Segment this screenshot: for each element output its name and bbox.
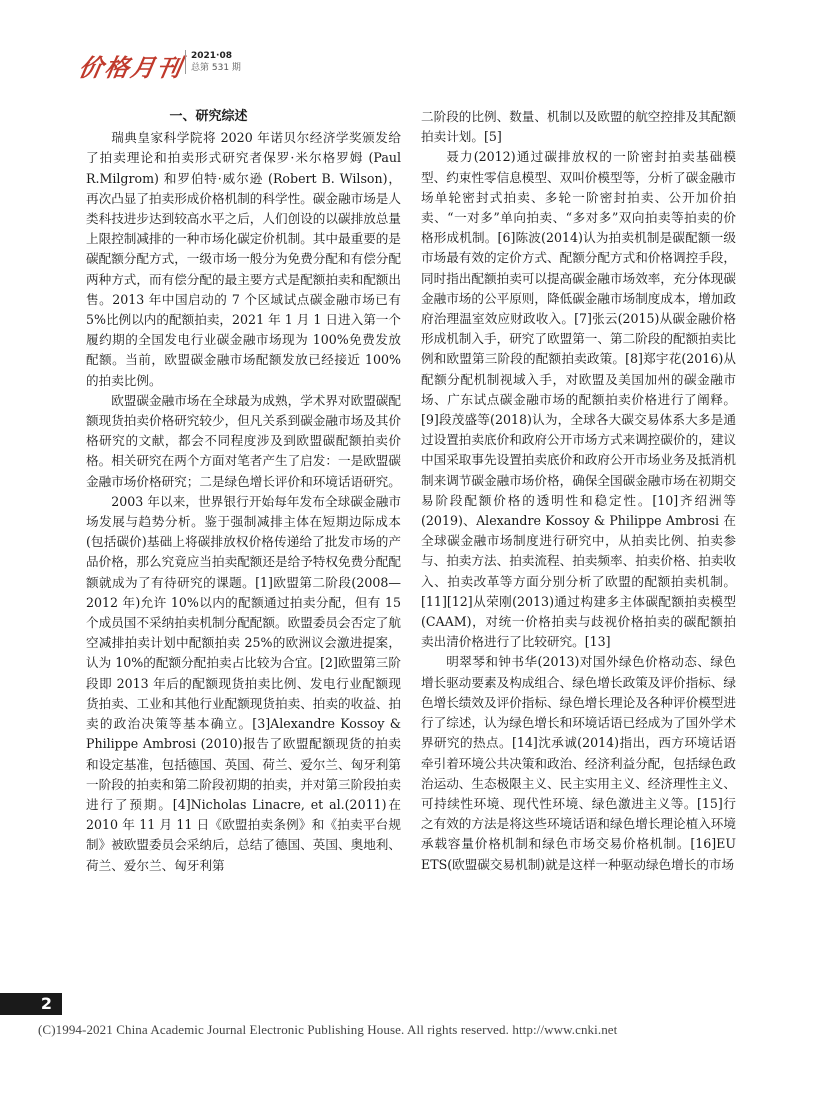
right-column	[421, 107, 736, 875]
paragraph: 欧盟碳金融市场在全球最为成熟，学术界对欧盟碳配额现货拍卖价格研究较少，但凡关系到碳金融市场及其价格研究的文献，都会不同程度涉及到欧盟碳配额拍卖价格。相关研究在两个方面对笔者产生了启发：一是欧盟碳金融市场价格研究；二是绿色增长评价和环境话语研究。	[86, 392, 401, 489]
total-issue: 总第 531 期	[191, 63, 241, 73]
paragraph: 聂力(2012)通过碳排放权的一阶密封拍卖基础模型、约束性零信息模型、双叫价模型等，分析了碳金融市场单轮密封式拍卖、多轮一阶密封拍卖、公开加价拍卖、“一对多”单向拍卖、“多对多”双向拍卖等拍卖的价格形成机制。[6]陈波(2014)认为拍卖机制是碳配额一级市场最有效的定价方式、配额分配方式和价格调控手段，同时指出配额拍卖可以提高碳金融市场效率，充分体现碳金融市场的公平原则，降低碳金融市场制度成本，增加政府治理温室效应财政收入。[7]张云(2015)从碳金融价格形成机制入手，研究了欧盟第一、第二阶段的配额拍卖比例和欧盟第三阶段的配额拍卖政策。[8]郑宇花(2016)从配额分配机制视域入手，对欧盟及美国加州的碳金融市场、广东试点碳金融市场的配额拍卖价格进行了阐释。[9]段茂盛等(2018)认为，全球各大碳交易体系大多是通过设置拍卖底价和政府公开市场方式来调控碳价的，建议中国采取事先设置拍卖底价和政府公开市场业务及抵消机制来调节碳金融市场价格，确保全国碳金融市场在初期交易阶段配额价格的透明性和稳定性。[10]齐绍洲等(2019)、Alexandre Kossoy & Philippe Ambrosi 在全球碳金融市场制度进行研究中，从拍卖比例、拍卖参与、拍卖方法、拍卖流程、拍卖频率、拍卖价格、拍卖收入、拍卖改革等方面分别分析了欧盟的配额拍卖机制。[11][12]从荣刚(2013)通过构建多主体碳配额拍卖模型(CAAM)，对统一价格拍卖与歧视价格拍卖的碳配额拍卖出清价格进行了比较研究。[13]	[421, 149, 736, 650]
page-number: 2	[0, 993, 62, 1015]
issue-info	[185, 50, 241, 74]
paragraph: 瑞典皇家科学院将 2020 年诺贝尔经济学奖颁发给了拍卖理论和拍卖形式研究者保罗·米尔格罗姆 (Paul R.Milgrom) 和罗伯特·威尔逊 (Robert B. Wilson)，再次凸显了拍卖形成价格机制的科学性。碳金融市场是人类科技进步达到较高水平之后，人们创设的以碳排放总量上限控制减排的一种市场化碳定价机制。其中最重要的是碳配额分配方式，一级市场一般分为免费分配和有偿分配两种方式，而有偿分配的最主要方式是配额拍卖和配额出售。2013 年中国启动的 7 个区域试点碳金融市场已有 5%比例以内的配额拍卖，2021 年 1 月 1 日进入第一个履约期的全国发电行业碳金融市场现为 100%免费发放配额。当前，欧盟碳金融市场配额发放已经接近 100%的拍卖比例。	[86, 130, 401, 388]
paragraph: 明翠琴和钟书华(2013)对国外绿色价格动态、绿色增长驱动要素及构成组合、绿色增长政策及评价指标、绿色增长绩效及评价指标、绿色增长理论及各种评价模型进行了综述，认为绿色增长和环境话语已经成为了国外学术界研究的热点。[14]沈承诚(2014)指出，西方环境话语牵引着环境公共决策和政治、经济利益分配，包括绿色政治运动、生态极限主义、民主实用主义、经济理性主义、可持续性环境、现代性环境、绿色激进主义等。[15]行之有效的方法是将这些环境话语和绿色增长理论植入环境承载容量价格机制和绿色市场交易价格机制。[16]EU ETS(欧盟碳交易机制)就是这样一种驱动绿色增长的市场	[421, 654, 736, 872]
left-column	[86, 107, 401, 876]
section-title: 一、研究综述	[169, 109, 248, 124]
journal-logo: 价格月刊	[76, 53, 186, 82]
paragraph: 2003 年以来，世界银行开始每年发布全球碳金融市场发展与趋势分析。鉴于强制减排主体在短期边际成本(包括碳价)基础上将碳排放权价格传递给了批发市场的产品价格，那么究竟应当拍卖配额还是给予特权免费分配配额就成为了有待研究的课题。[1]欧盟第二阶段(2008—2012 年)允许 10%以内的配额通过拍卖分配，但有 15 个成员国不采纳拍卖机制分配配额。欧盟委员会否定了航空减排拍卖计划中配额拍卖 25%的欧洲议会激进提案，认为 10%的配额分配拍卖占比较为合宜。[2]欧盟第三阶段即 2013 年后的配额现货拍卖比例、发电行业配额现货拍卖、工业和其他行业配额现货拍卖、拍卖的收益、拍卖的政治决策等基本确立。[3]Alexandre Kossoy & Philippe Ambrosi (2010)报告了欧盟配额现货的拍卖和设定基准，包括德国、英国、荷兰、爱尔兰、匈牙利第一阶段的拍卖和第二阶段初期的拍卖，并对第三阶段拍卖进行了预期。[4]Nicholas Linacre, et al.(2011)在 2010 年 11 月 11 日《欧盟拍卖条例》和《拍卖平台规制》被欧盟委员会采纳后，总结了德国、英国、奥地利、荷兰、爱尔兰、匈牙利第	[86, 493, 401, 873]
issue-date: 2021·08	[191, 51, 232, 61]
copyright-footer: (C)1994-2021 China Academic Journal Electronic Publishing House. All rights reserved. http://www.cnki.net	[38, 1022, 618, 1037]
paragraph-continuation: 二阶段的比例、数量、机制以及欧盟的航空控排及其配额拍卖计划。[5]	[421, 109, 736, 145]
